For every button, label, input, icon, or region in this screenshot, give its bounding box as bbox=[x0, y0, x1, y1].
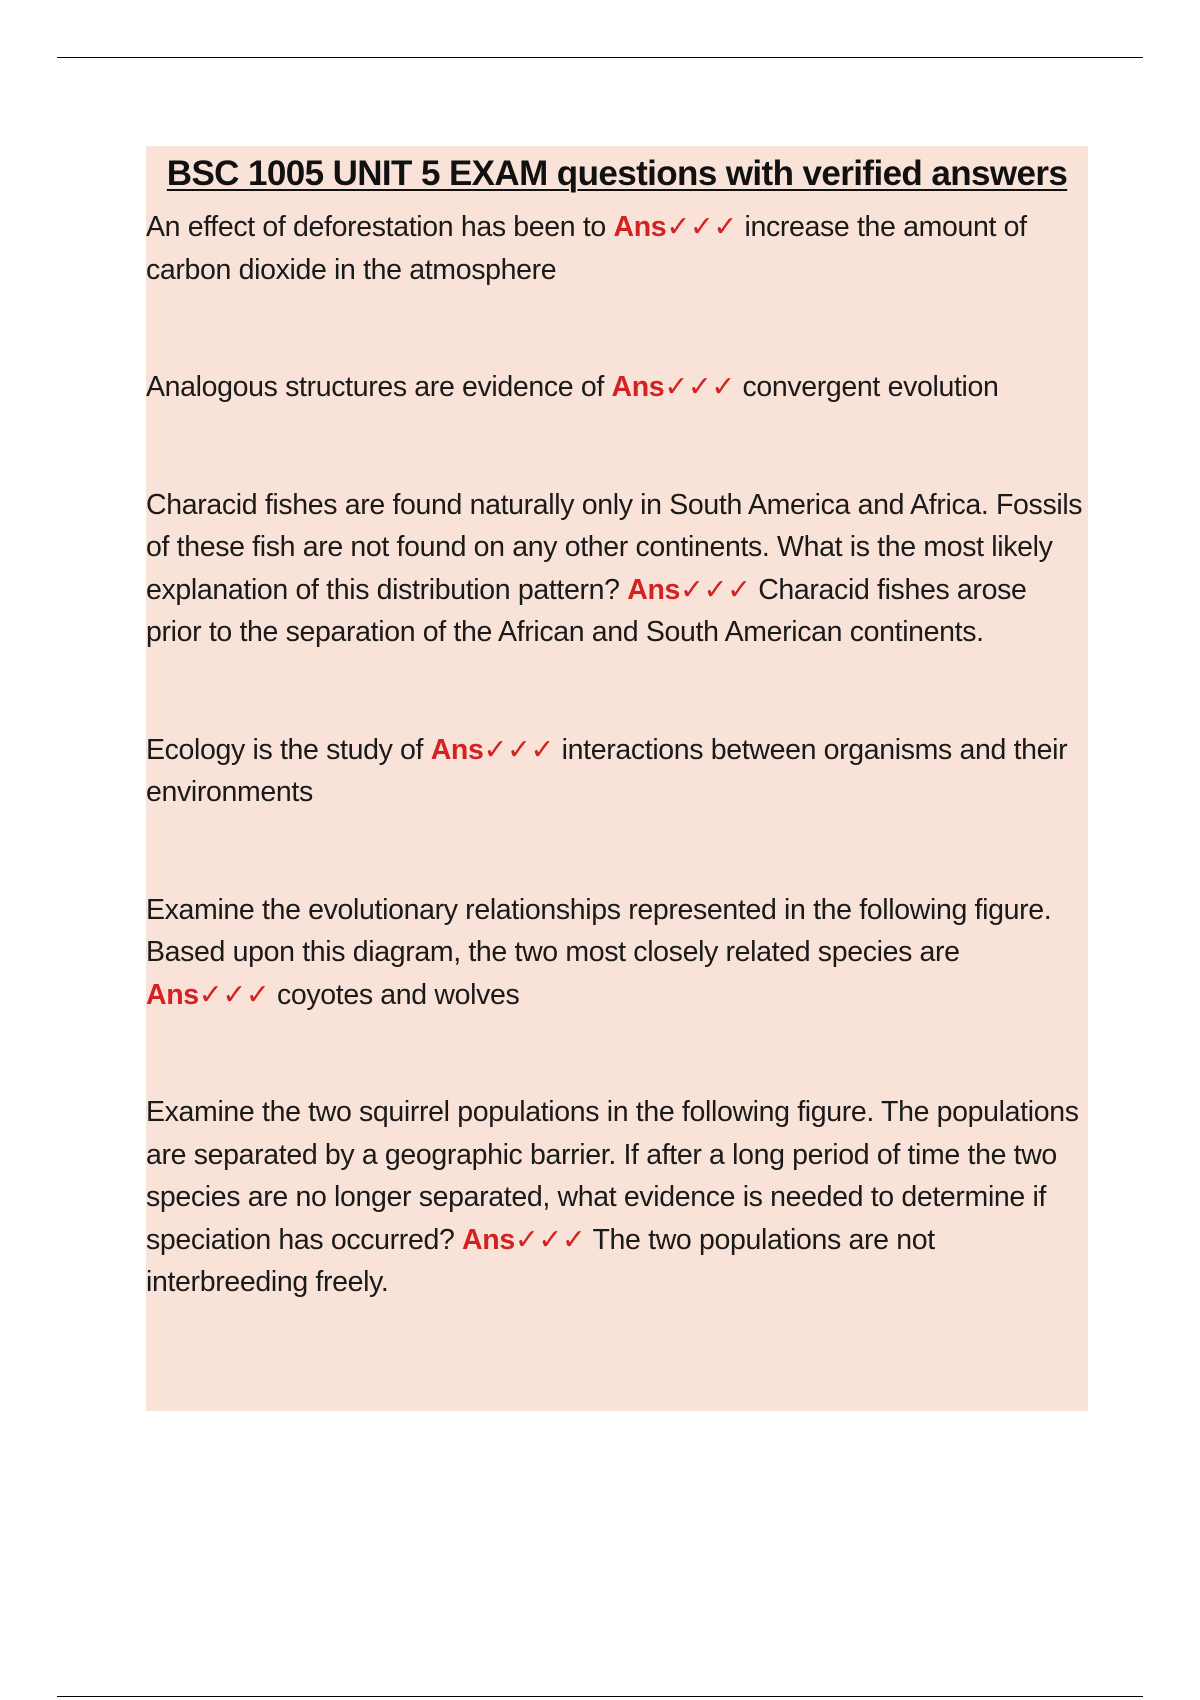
answer-text: convergent evolution bbox=[742, 371, 999, 403]
header-rule bbox=[57, 57, 1143, 58]
check-marks-icon: ✓✓✓ bbox=[198, 978, 270, 1011]
qa-item bbox=[146, 889, 1088, 1017]
question-text: Examine the two squirrel populations in the following figure. The populations are separated by a geographic barrier. If after a long period of time the two species are no longer separated, what evidence is needed to determine if speciation has occurred? bbox=[146, 1096, 1079, 1256]
check-marks-icon: ✓✓✓ bbox=[483, 733, 555, 766]
answer-text: interactions between organisms and their environments bbox=[146, 733, 1068, 808]
check-marks-icon: ✓✓✓ bbox=[664, 371, 735, 403]
qa-item bbox=[146, 206, 1088, 291]
check-marks-icon: ✓✓✓ bbox=[680, 573, 751, 606]
answer-text: Characid fishes arose prior to the separation of the African and South American continents. bbox=[146, 573, 1027, 648]
question-text: Ecology is the study of bbox=[146, 733, 424, 766]
answer-label: Ans bbox=[611, 371, 665, 403]
qa-list bbox=[146, 206, 1088, 1304]
answer-label: Ans bbox=[613, 211, 667, 243]
check-marks-icon: ✓✓✓ bbox=[514, 1223, 586, 1256]
footer-rule bbox=[57, 1696, 1143, 1697]
answer-text: The two populations are not interbreeding freely. bbox=[146, 1223, 935, 1298]
answer-label: Ans bbox=[146, 978, 199, 1011]
qa-item bbox=[146, 366, 1088, 409]
question-text: An effect of deforestation has been to bbox=[146, 211, 606, 243]
qa-item bbox=[146, 484, 1088, 654]
question-text: Characid fishes are found naturally only in South America and Africa. Fossils of these fish are not found on any other continents. What is the most likely explanation of this distribution pattern? bbox=[146, 488, 1083, 606]
qa-item bbox=[146, 1091, 1088, 1304]
document-content-block bbox=[146, 146, 1088, 1411]
question-text: Analogous structures are evidence of bbox=[146, 371, 604, 403]
document-title: BSC 1005 UNIT 5 EXAM questions with verified answers bbox=[166, 154, 1068, 193]
question-text: Examine the evolutionary relationships represented in the following figure. Based upon this diagram, the two most closely related species are bbox=[146, 893, 1052, 968]
answer-text: increase the amount of carbon dioxide in the atmosphere bbox=[146, 211, 1027, 286]
answer-label: Ans bbox=[627, 573, 681, 606]
answer-label: Ans bbox=[462, 1223, 515, 1256]
answer-text: coyotes and wolves bbox=[276, 978, 520, 1011]
check-marks-icon: ✓✓✓ bbox=[666, 211, 737, 243]
answer-label: Ans bbox=[430, 733, 484, 766]
qa-item bbox=[146, 729, 1088, 814]
